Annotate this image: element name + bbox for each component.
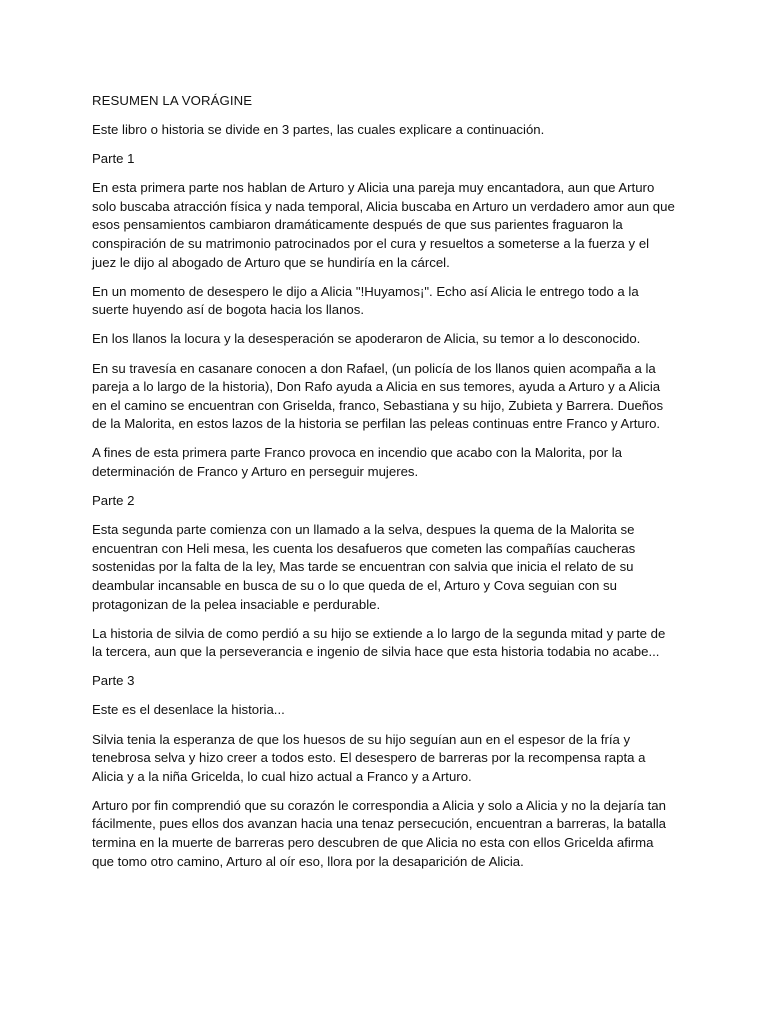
document-body: [92, 92, 676, 882]
intro-paragraph: Este libro o historia se divide en 3 partes, las cuales explicare a continuación.: [92, 122, 545, 138]
part-3-paragraph-2: Silvia tenia la esperanza de que los huesos de su hijo seguían aun en el espesor de la fría y tenebrosa selva y hizo creer a todos esto. El desespero de barreras por la recompensa rapta a Alicia y a la niña Gricelda, lo cual hizo actual a Franco y a Arturo.: [92, 731, 646, 784]
part-2-paragraph-2: La historia de silvia de como perdió a su hijo se extiende a lo largo de la segunda mitad y parte de la tercera, aun que la perseverancia e ingenio de silvia hace que esta historia todabia no acabe...: [92, 625, 666, 660]
part-1-paragraph-3: En los llanos la locura y la desesperación se apoderaron de Alicia, su temor a lo desconocido.: [92, 331, 641, 347]
part-1-paragraph-5: A fines de esta primera parte Franco provoca en incendio que acabo con la Malorita, por la determinación de Franco y Arturo en perseguir mujeres.: [92, 445, 623, 479]
part-3-heading: Parte 3: [92, 673, 135, 689]
part-2-paragraph-1: Esta segunda parte comienza con un llamado a la selva, despues la quema de la Malorita se encuentran con Heli mesa, les cuenta los desafueros que cometen las compañías caucheras sostenidas por la falta de la ley, Mas tarde se encuentran con salvia que inicia el relato de su deambular incansable en busca de su o lo que queda de el, Arturo y Cova seguian con su protagonizan de la pelea insaciable e perdurable.: [92, 522, 636, 612]
part-1-paragraph-4: En su travesía en casanare conocen a don Rafael, (un policía de los llanos quien acompaña a la pareja a lo largo de la historia), Don Rafo ayuda a Alicia en sus temores, ayuda a Arturo y a Alicia en el camino se encuentran con Griselda, franco, Sebastiana y su hijo, Zubieta y Barrera. Dueños de la Malorita, en estos lazos de la historia se perfilan las peleas continuas entre Franco y Arturo.: [92, 360, 664, 432]
document-title: RESUMEN LA VORÁGINE: [92, 93, 253, 108]
part-1-paragraph-2: En un momento de desespero le dijo a Alicia "!Huyamos¡". Echo así Alicia le entrego todo a la suerte huyendo así de bogota hacia los llanos.: [92, 283, 639, 318]
part-2-heading: Parte 2: [92, 493, 135, 509]
part-3-paragraph-3: Arturo por fin comprendió que su corazón le correspondia a Alicia y solo a Alicia y no la dejaría tan fácilmente, pues ellos dos avanzan hacia una tenaz persecución, encuentran a barreras, la batalla termina en la muerte de barreras pero descubren de que Alicia no esta con ellos Gricelda afirma que tomo otro camino, Arturo al oír eso, llora por la desaparición de Alicia.: [92, 797, 667, 869]
part-1-heading: Parte 1: [92, 151, 135, 167]
part-3-paragraph-1: Este es el desenlace la historia...: [92, 702, 285, 718]
part-1-paragraph-1: En esta primera parte nos hablan de Arturo y Alicia una pareja muy encantadora, aun que Arturo solo buscaba atracción física y nada temporal, Alicia buscaba en Arturo un verdadero amor aun que esos pensamientos cambiaron dramáticamente después de que sus parientes fraguaron la conspiración de su matrimonio patrocinados por el cura y resueltos a someterse a la fuerza y el juez le dijo al abogado de Arturo que se hundiría en la cárcel.: [92, 180, 675, 270]
